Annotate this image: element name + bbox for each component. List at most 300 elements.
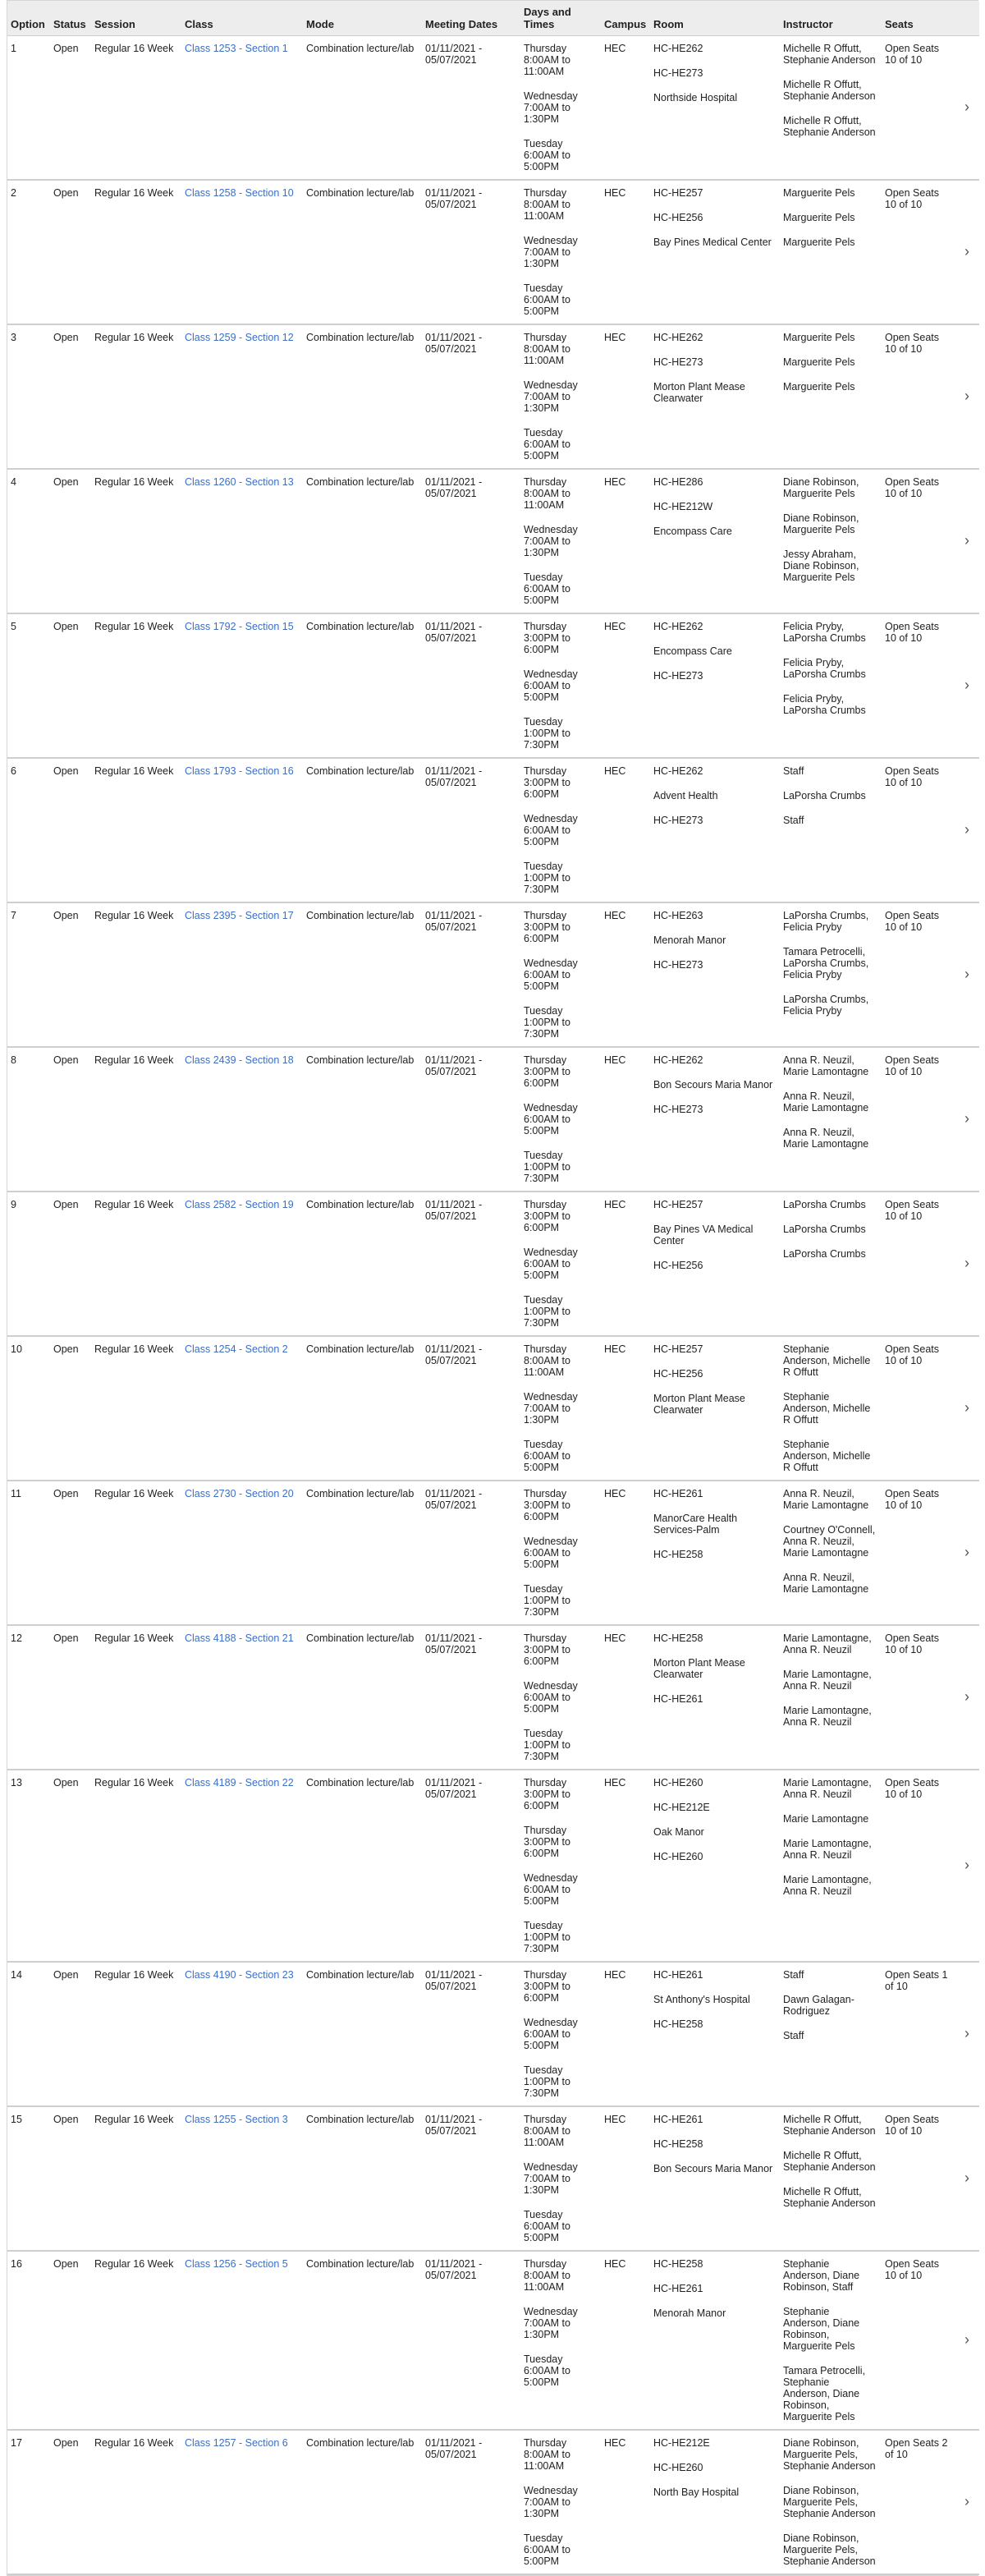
seats-cell-text: Open Seats 10 of 10 <box>885 187 940 210</box>
class-link[interactable] <box>181 36 303 181</box>
option-cell-text: 17 <box>11 2437 22 2449</box>
table-row[interactable] <box>7 2430 979 2574</box>
meeting-dates-cell-text: 01/11/2021 - 05/07/2021 <box>425 910 483 933</box>
chevron-right-icon[interactable]: › <box>964 1688 969 1705</box>
room-cell-entry: Oak Manor <box>653 1826 704 1838</box>
campus-cell-text: HEC <box>604 1777 626 1789</box>
class-link-text[interactable]: Class 4190 - Section 23 <box>185 1969 294 1981</box>
room-cell-entry: Morton Plant Mease Clearwater <box>653 1393 745 1416</box>
meeting-dates-cell <box>422 758 520 902</box>
room-cell-entry: HC-HE263 <box>653 910 703 921</box>
column-header-instructor[interactable]: Instructor <box>780 1 882 36</box>
status-cell <box>50 902 91 1047</box>
days-times-cell-entry: Tuesday 1:00PM to 7:30PM <box>524 1920 570 1954</box>
mode-cell <box>303 469 422 613</box>
campus-cell <box>601 1481 650 1625</box>
mode-cell-text: Combination lecture/lab <box>306 765 415 777</box>
days-times-cell <box>520 758 601 902</box>
campus-cell-text: HEC <box>604 765 626 777</box>
room-cell-entry: HC-HE212E <box>653 1802 710 1813</box>
chevron-right-icon[interactable]: › <box>964 677 969 693</box>
chevron-right-icon[interactable]: › <box>964 1110 969 1127</box>
column-header-campus[interactable]: Campus <box>601 1 650 36</box>
class-link[interactable] <box>181 1770 303 1962</box>
expand-cell[interactable] <box>955 180 979 324</box>
expand-cell[interactable] <box>955 758 979 902</box>
room-cell <box>650 758 780 902</box>
table-row[interactable] <box>7 1192 979 1336</box>
room-cell-entry: HC-HE212W <box>653 501 713 512</box>
status-cell-text: Open <box>53 476 79 488</box>
class-link-text[interactable]: Class 1256 - Section 5 <box>185 2258 288 2270</box>
column-header-status[interactable]: Status <box>50 1 91 36</box>
instructor-cell <box>780 613 882 758</box>
instructor-cell-entry: Michelle R Offutt, Stephanie Anderson <box>783 115 876 138</box>
campus-cell <box>601 324 650 469</box>
days-times-cell-entry: Wednesday 7:00AM to 1:30PM <box>524 1391 578 1426</box>
room-cell-entry: HC-HE257 <box>653 187 703 199</box>
room-cell-entry: HC-HE258 <box>653 2138 703 2150</box>
room-cell-entry: HC-HE256 <box>653 1260 703 1271</box>
class-link[interactable] <box>181 2106 303 2251</box>
class-link-text[interactable]: Class 1253 - Section 1 <box>185 43 288 54</box>
session-cell-text: Regular 16 Week <box>94 187 174 199</box>
class-link-text[interactable]: Class 1792 - Section 15 <box>185 621 294 632</box>
status-cell-text: Open <box>53 1488 79 1499</box>
status-cell-text: Open <box>53 1777 79 1789</box>
room-cell-entry: Morton Plant Mease Clearwater <box>653 381 745 404</box>
campus-cell <box>601 1047 650 1192</box>
class-link-text[interactable]: Class 2582 - Section 19 <box>185 1199 294 1210</box>
days-times-cell-entry: Wednesday 6:00AM to 5:00PM <box>524 1872 578 1907</box>
expand-cell[interactable] <box>955 36 979 181</box>
expand-cell[interactable] <box>955 1336 979 1481</box>
campus-cell <box>601 758 650 902</box>
column-header-meeting-dates[interactable]: Meeting Dates <box>422 1 520 36</box>
status-cell <box>50 36 91 181</box>
instructor-cell <box>780 324 882 469</box>
expand-cell[interactable] <box>955 2430 979 2574</box>
meeting-dates-cell <box>422 324 520 469</box>
table-row[interactable] <box>7 1962 979 2106</box>
room-cell-entry: HC-HE258 <box>653 2018 703 2030</box>
seats-cell <box>882 1336 955 1481</box>
days-times-cell-entry: Thursday 8:00AM to 11:00AM <box>524 2258 570 2293</box>
instructor-cell-entry: Stephanie Anderson, Michelle R Offutt <box>783 1439 871 1473</box>
room-cell-entry: HC-HE273 <box>653 670 703 682</box>
column-header-mode[interactable]: Mode <box>303 1 422 36</box>
room-cell-entry: Menorah Manor <box>653 2307 726 2319</box>
option-cell <box>7 324 50 469</box>
status-cell <box>50 613 91 758</box>
days-times-cell-entry: Wednesday 7:00AM to 1:30PM <box>524 524 578 558</box>
expand-cell[interactable] <box>955 1962 979 2106</box>
seats-cell <box>882 324 955 469</box>
instructor-cell-entry: Staff <box>783 1969 804 1981</box>
status-cell <box>50 758 91 902</box>
seats-cell-text: Open Seats 10 of 10 <box>885 2114 940 2137</box>
session-cell <box>91 758 181 902</box>
class-link[interactable] <box>181 758 303 902</box>
column-header-session[interactable]: Session <box>91 1 181 36</box>
class-link[interactable] <box>181 1192 303 1336</box>
seats-cell <box>882 902 955 1047</box>
instructor-cell-entry: Marie Lamontagne, Anna R. Neuzil <box>783 1777 872 1800</box>
days-times-cell <box>520 1625 601 1770</box>
session-cell-text: Regular 16 Week <box>94 1488 174 1499</box>
days-times-cell-entry: Wednesday 6:00AM to 5:00PM <box>524 1536 578 1570</box>
instructor-cell-entry: Stephanie Anderson, Michelle R Offutt <box>783 1343 871 1378</box>
class-link[interactable] <box>181 2430 303 2574</box>
instructor-cell-entry: Anna R. Neuzil, Marie Lamontagne <box>783 1091 869 1114</box>
meeting-dates-cell-text: 01/11/2021 - 05/07/2021 <box>425 1777 483 1800</box>
meeting-dates-cell <box>422 2251 520 2430</box>
instructor-cell-entry: Felicia Pryby, LaPorsha Crumbs <box>783 657 866 680</box>
status-cell <box>50 1481 91 1625</box>
room-cell-entry: HC-HE260 <box>653 2462 703 2473</box>
session-cell <box>91 324 181 469</box>
room-cell-entry: HC-HE273 <box>653 67 703 79</box>
class-link[interactable] <box>181 1336 303 1481</box>
status-cell <box>50 1962 91 2106</box>
days-times-cell <box>520 180 601 324</box>
room-cell <box>650 1192 780 1336</box>
mode-cell <box>303 1625 422 1770</box>
room-cell-entry: HC-HE258 <box>653 1632 703 1644</box>
column-header-seats[interactable]: Seats <box>882 1 955 36</box>
mode-cell <box>303 1192 422 1336</box>
option-cell-text: 12 <box>11 1632 22 1644</box>
seats-cell <box>882 1770 955 1962</box>
days-times-cell <box>520 613 601 758</box>
meeting-dates-cell-text: 01/11/2021 - 05/07/2021 <box>425 2258 483 2281</box>
class-link-text[interactable]: Class 4189 - Section 22 <box>185 1777 294 1789</box>
meeting-dates-cell-text: 01/11/2021 - 05/07/2021 <box>425 332 483 355</box>
expand-cell[interactable] <box>955 2251 979 2430</box>
instructor-cell-entry: Diane Robinson, Marguerite Pels, Stephanie Anderson <box>783 2532 876 2567</box>
class-link[interactable] <box>181 1047 303 1192</box>
chevron-right-icon[interactable]: › <box>964 243 969 259</box>
mode-cell-text: Combination lecture/lab <box>306 187 415 199</box>
instructor-cell-entry: Anna R. Neuzil, Marie Lamontagne <box>783 1488 869 1511</box>
option-cell <box>7 613 50 758</box>
instructor-cell-entry: LaPorsha Crumbs <box>783 1199 866 1210</box>
days-times-cell-entry: Wednesday 7:00AM to 1:30PM <box>524 379 578 414</box>
instructor-cell-entry: Anna R. Neuzil, Marie Lamontagne <box>783 1054 869 1077</box>
chevron-right-icon[interactable]: › <box>964 99 969 115</box>
instructor-cell-entry: Diane Robinson, Marguerite Pels, Stephanie Anderson <box>783 2437 876 2472</box>
class-link[interactable] <box>181 2251 303 2430</box>
days-times-cell-entry: Thursday 3:00PM to 6:00PM <box>524 1632 570 1667</box>
chevron-right-icon[interactable]: › <box>964 1399 969 1416</box>
class-link[interactable] <box>181 613 303 758</box>
instructor-cell <box>780 1625 882 1770</box>
class-link-text[interactable]: Class 1258 - Section 10 <box>185 187 294 199</box>
expand-cell[interactable] <box>955 2106 979 2251</box>
option-cell-text: 1 <box>11 43 16 54</box>
instructor-cell-entry: Marie Lamontagne, Anna R. Neuzil <box>783 1705 872 1728</box>
days-times-cell-entry: Tuesday 1:00PM to 7:30PM <box>524 1728 570 1762</box>
class-link[interactable] <box>181 180 303 324</box>
expand-cell[interactable] <box>955 613 979 758</box>
room-cell-entry: St Anthony's Hospital <box>653 1994 750 2005</box>
class-link[interactable] <box>181 1481 303 1625</box>
session-cell-text: Regular 16 Week <box>94 1054 174 1066</box>
status-cell <box>50 180 91 324</box>
option-cell-text: 7 <box>11 910 16 921</box>
chevron-right-icon[interactable]: › <box>964 821 969 838</box>
status-cell-text: Open <box>53 1969 79 1981</box>
chevron-right-icon[interactable]: › <box>964 966 969 982</box>
days-times-cell <box>520 902 601 1047</box>
table-row[interactable] <box>7 758 979 902</box>
table-row[interactable] <box>7 2251 979 2430</box>
chevron-right-icon[interactable]: › <box>964 388 969 404</box>
days-times-cell-entry: Thursday 8:00AM to 11:00AM <box>524 2437 570 2472</box>
mode-cell <box>303 2430 422 2574</box>
campus-cell-text: HEC <box>604 621 626 632</box>
days-times-cell <box>520 36 601 181</box>
expand-cell[interactable] <box>955 324 979 469</box>
table-row[interactable] <box>7 1481 979 1625</box>
room-cell-entry: HC-HE262 <box>653 621 703 632</box>
room-cell-entry: HC-HE260 <box>653 1851 703 1862</box>
mode-cell <box>303 324 422 469</box>
mode-cell-text: Combination lecture/lab <box>306 2114 415 2125</box>
instructor-cell-entry: Michelle R Offutt, Stephanie Anderson <box>783 2150 876 2173</box>
session-cell <box>91 1481 181 1625</box>
mode-cell-text: Combination lecture/lab <box>306 1969 415 1981</box>
days-times-cell-entry: Tuesday 6:00AM to 5:00PM <box>524 282 570 317</box>
days-times-cell-entry: Wednesday 7:00AM to 1:30PM <box>524 2485 578 2519</box>
instructor-cell-entry: Marguerite Pels <box>783 187 855 199</box>
campus-cell-text: HEC <box>604 187 626 199</box>
table-row[interactable] <box>7 902 979 1047</box>
status-cell-text: Open <box>53 621 79 632</box>
session-cell <box>91 1625 181 1770</box>
instructor-cell-entry: Anna R. Neuzil, Marie Lamontagne <box>783 1127 869 1150</box>
meeting-dates-cell <box>422 1192 520 1336</box>
chevron-right-icon[interactable]: › <box>964 2025 969 2041</box>
class-link[interactable] <box>181 469 303 613</box>
table-row[interactable] <box>7 613 979 758</box>
seats-cell-text: Open Seats 10 of 10 <box>885 1777 940 1800</box>
session-cell <box>91 1770 181 1962</box>
chevron-right-icon[interactable]: › <box>964 1857 969 1873</box>
option-cell-text: 4 <box>11 476 16 488</box>
chevron-right-icon[interactable]: › <box>964 2331 969 2348</box>
expand-cell[interactable] <box>955 1625 979 1770</box>
class-link-text[interactable]: Class 2439 - Section 18 <box>185 1054 294 1066</box>
days-times-cell-entry: Thursday 3:00PM to 6:00PM <box>524 910 570 944</box>
chevron-right-icon[interactable]: › <box>964 2170 969 2186</box>
campus-cell <box>601 36 650 181</box>
expand-cell[interactable] <box>955 1770 979 1962</box>
expand-cell[interactable] <box>955 1192 979 1336</box>
class-link-text[interactable]: Class 1254 - Section 2 <box>185 1343 288 1355</box>
days-times-cell-entry: Thursday 3:00PM to 6:00PM <box>524 765 570 800</box>
session-cell-text: Regular 16 Week <box>94 1632 174 1644</box>
session-cell-text: Regular 16 Week <box>94 1343 174 1355</box>
status-cell-text: Open <box>53 1632 79 1644</box>
room-cell <box>650 1336 780 1481</box>
campus-cell-text: HEC <box>604 1632 626 1644</box>
room-cell <box>650 902 780 1047</box>
instructor-cell-entry: Marie Lamontagne, Anna R. Neuzil <box>783 1838 872 1861</box>
status-cell-text: Open <box>53 187 79 199</box>
meeting-dates-cell <box>422 2430 520 2574</box>
table-row[interactable] <box>7 1336 979 1481</box>
room-cell <box>650 36 780 181</box>
days-times-cell-entry: Tuesday 1:00PM to 7:30PM <box>524 1583 570 1618</box>
seats-cell <box>882 2430 955 2574</box>
room-cell-entry: HC-HE261 <box>653 2283 703 2294</box>
table-row[interactable] <box>7 469 979 613</box>
meeting-dates-cell-text: 01/11/2021 - 05/07/2021 <box>425 1054 483 1077</box>
column-header-room[interactable]: Room <box>650 1 780 36</box>
class-link-text[interactable]: Class 4188 - Section 21 <box>185 1632 294 1644</box>
class-link[interactable] <box>181 1625 303 1770</box>
meeting-dates-cell <box>422 1625 520 1770</box>
instructor-cell-entry: Marie Lamontagne, Anna R. Neuzil <box>783 1632 872 1655</box>
campus-cell-text: HEC <box>604 1343 626 1355</box>
instructor-cell <box>780 180 882 324</box>
room-cell-entry: HC-HE261 <box>653 1969 703 1981</box>
days-times-cell-entry: Thursday 8:00AM to 11:00AM <box>524 332 570 366</box>
mode-cell-text: Combination lecture/lab <box>306 1632 415 1644</box>
meeting-dates-cell-text: 01/11/2021 - 05/07/2021 <box>425 1343 483 1366</box>
room-cell-entry: HC-HE262 <box>653 1054 703 1066</box>
status-cell <box>50 324 91 469</box>
meeting-dates-cell <box>422 1481 520 1625</box>
table-row[interactable] <box>7 36 979 181</box>
class-link-text[interactable]: Class 1793 - Section 16 <box>185 765 294 777</box>
table-row[interactable] <box>7 180 979 324</box>
table-row[interactable] <box>7 1625 979 1770</box>
room-cell-entry: Encompass Care <box>653 526 732 537</box>
option-cell <box>7 2430 50 2574</box>
days-times-cell-entry: Tuesday 1:00PM to 7:30PM <box>524 861 570 895</box>
campus-cell-text: HEC <box>604 1054 626 1066</box>
column-header-class[interactable]: Class <box>181 1 303 36</box>
room-cell <box>650 469 780 613</box>
class-link-text[interactable]: Class 1260 - Section 13 <box>185 476 294 488</box>
days-times-cell-entry: Tuesday 6:00AM to 5:00PM <box>524 2532 570 2567</box>
table-row[interactable] <box>7 1770 979 1962</box>
campus-cell <box>601 469 650 613</box>
session-cell <box>91 1962 181 2106</box>
class-link[interactable] <box>181 902 303 1047</box>
class-link-text[interactable]: Class 2730 - Section 20 <box>185 1488 294 1499</box>
mode-cell <box>303 1962 422 2106</box>
option-cell <box>7 1481 50 1625</box>
days-times-cell-entry: Thursday 8:00AM to 11:00AM <box>524 2114 570 2148</box>
days-times-cell-entry: Wednesday 7:00AM to 1:30PM <box>524 235 578 269</box>
days-times-cell-entry: Tuesday 1:00PM to 7:30PM <box>524 1150 570 1184</box>
class-link-text[interactable]: Class 1255 - Section 3 <box>185 2114 288 2125</box>
session-cell-text: Regular 16 Week <box>94 2258 174 2270</box>
seats-cell-text: Open Seats 10 of 10 <box>885 1343 940 1366</box>
expand-cell[interactable] <box>955 469 979 613</box>
room-cell-entry: HC-HE273 <box>653 959 703 971</box>
seats-cell-text: Open Seats 10 of 10 <box>885 43 940 66</box>
days-times-cell <box>520 1770 601 1962</box>
instructor-cell-entry: Anna R. Neuzil, Marie Lamontagne <box>783 1572 869 1595</box>
column-header-option[interactable]: Option <box>7 1 50 36</box>
meeting-dates-cell-text: 01/11/2021 - 05/07/2021 <box>425 621 483 644</box>
seats-cell-text: Open Seats 10 of 10 <box>885 1488 940 1511</box>
meeting-dates-cell <box>422 36 520 181</box>
campus-cell <box>601 1770 650 1962</box>
days-times-cell-entry: Wednesday 6:00AM to 5:00PM <box>524 1102 578 1136</box>
table-row[interactable] <box>7 1047 979 1192</box>
mode-cell-text: Combination lecture/lab <box>306 2437 415 2449</box>
room-cell-entry: HC-HE273 <box>653 356 703 368</box>
table-header <box>7 1 979 36</box>
days-times-cell-entry: Tuesday 6:00AM to 5:00PM <box>524 138 570 172</box>
chevron-right-icon[interactable]: › <box>964 532 969 549</box>
instructor-cell <box>780 469 882 613</box>
meeting-dates-cell-text: 01/11/2021 - 05/07/2021 <box>425 2437 483 2460</box>
class-link[interactable] <box>181 1962 303 2106</box>
room-cell <box>650 180 780 324</box>
instructor-cell-entry: Marguerite Pels <box>783 212 855 223</box>
seats-cell-text: Open Seats 10 of 10 <box>885 1054 940 1077</box>
expand-cell[interactable] <box>955 902 979 1047</box>
session-cell <box>91 902 181 1047</box>
option-cell <box>7 1336 50 1481</box>
campus-cell <box>601 613 650 758</box>
table-row[interactable] <box>7 324 979 469</box>
room-cell-entry: HC-HE256 <box>653 1368 703 1380</box>
column-header-expand <box>955 1 979 36</box>
status-cell <box>50 1770 91 1962</box>
option-cell-text: 16 <box>11 2258 22 2270</box>
seats-cell-text: Open Seats 10 of 10 <box>885 910 940 933</box>
days-times-cell <box>520 324 601 469</box>
instructor-cell-entry: LaPorsha Crumbs <box>783 1248 866 1260</box>
days-times-cell-entry: Tuesday 1:00PM to 7:30PM <box>524 2064 570 2099</box>
option-cell <box>7 2251 50 2430</box>
instructor-cell <box>780 1192 882 1336</box>
expand-cell[interactable] <box>955 1481 979 1625</box>
instructor-cell <box>780 1770 882 1962</box>
chevron-right-icon[interactable]: › <box>964 1255 969 1271</box>
expand-cell[interactable] <box>955 1047 979 1192</box>
instructor-cell-entry: Stephanie Anderson, Diane Robinson, Marguerite Pels <box>783 2306 860 2352</box>
option-cell-text: 8 <box>11 1054 16 1066</box>
class-link-text[interactable]: Class 2395 - Section 17 <box>185 910 294 921</box>
status-cell-text: Open <box>53 1199 79 1210</box>
status-cell-text: Open <box>53 1343 79 1355</box>
chevron-right-icon[interactable]: › <box>964 1544 969 1560</box>
table-row[interactable] <box>7 2106 979 2251</box>
class-link-text[interactable]: Class 1257 - Section 6 <box>185 2437 288 2449</box>
days-times-cell-entry: Wednesday 6:00AM to 5:00PM <box>524 1680 578 1715</box>
column-header-days-times[interactable]: Days and Times <box>520 1 601 36</box>
class-link-text[interactable]: Class 1259 - Section 12 <box>185 332 294 343</box>
seats-cell <box>882 469 955 613</box>
option-cell-text: 2 <box>11 187 16 199</box>
class-link[interactable] <box>181 324 303 469</box>
option-cell <box>7 36 50 181</box>
status-cell-text: Open <box>53 2114 79 2125</box>
session-cell <box>91 2251 181 2430</box>
seats-cell-text: Open Seats 10 of 10 <box>885 765 940 788</box>
days-times-cell-entry: Wednesday 6:00AM to 5:00PM <box>524 668 578 703</box>
status-cell <box>50 1047 91 1192</box>
chevron-right-icon[interactable]: › <box>964 2493 969 2509</box>
